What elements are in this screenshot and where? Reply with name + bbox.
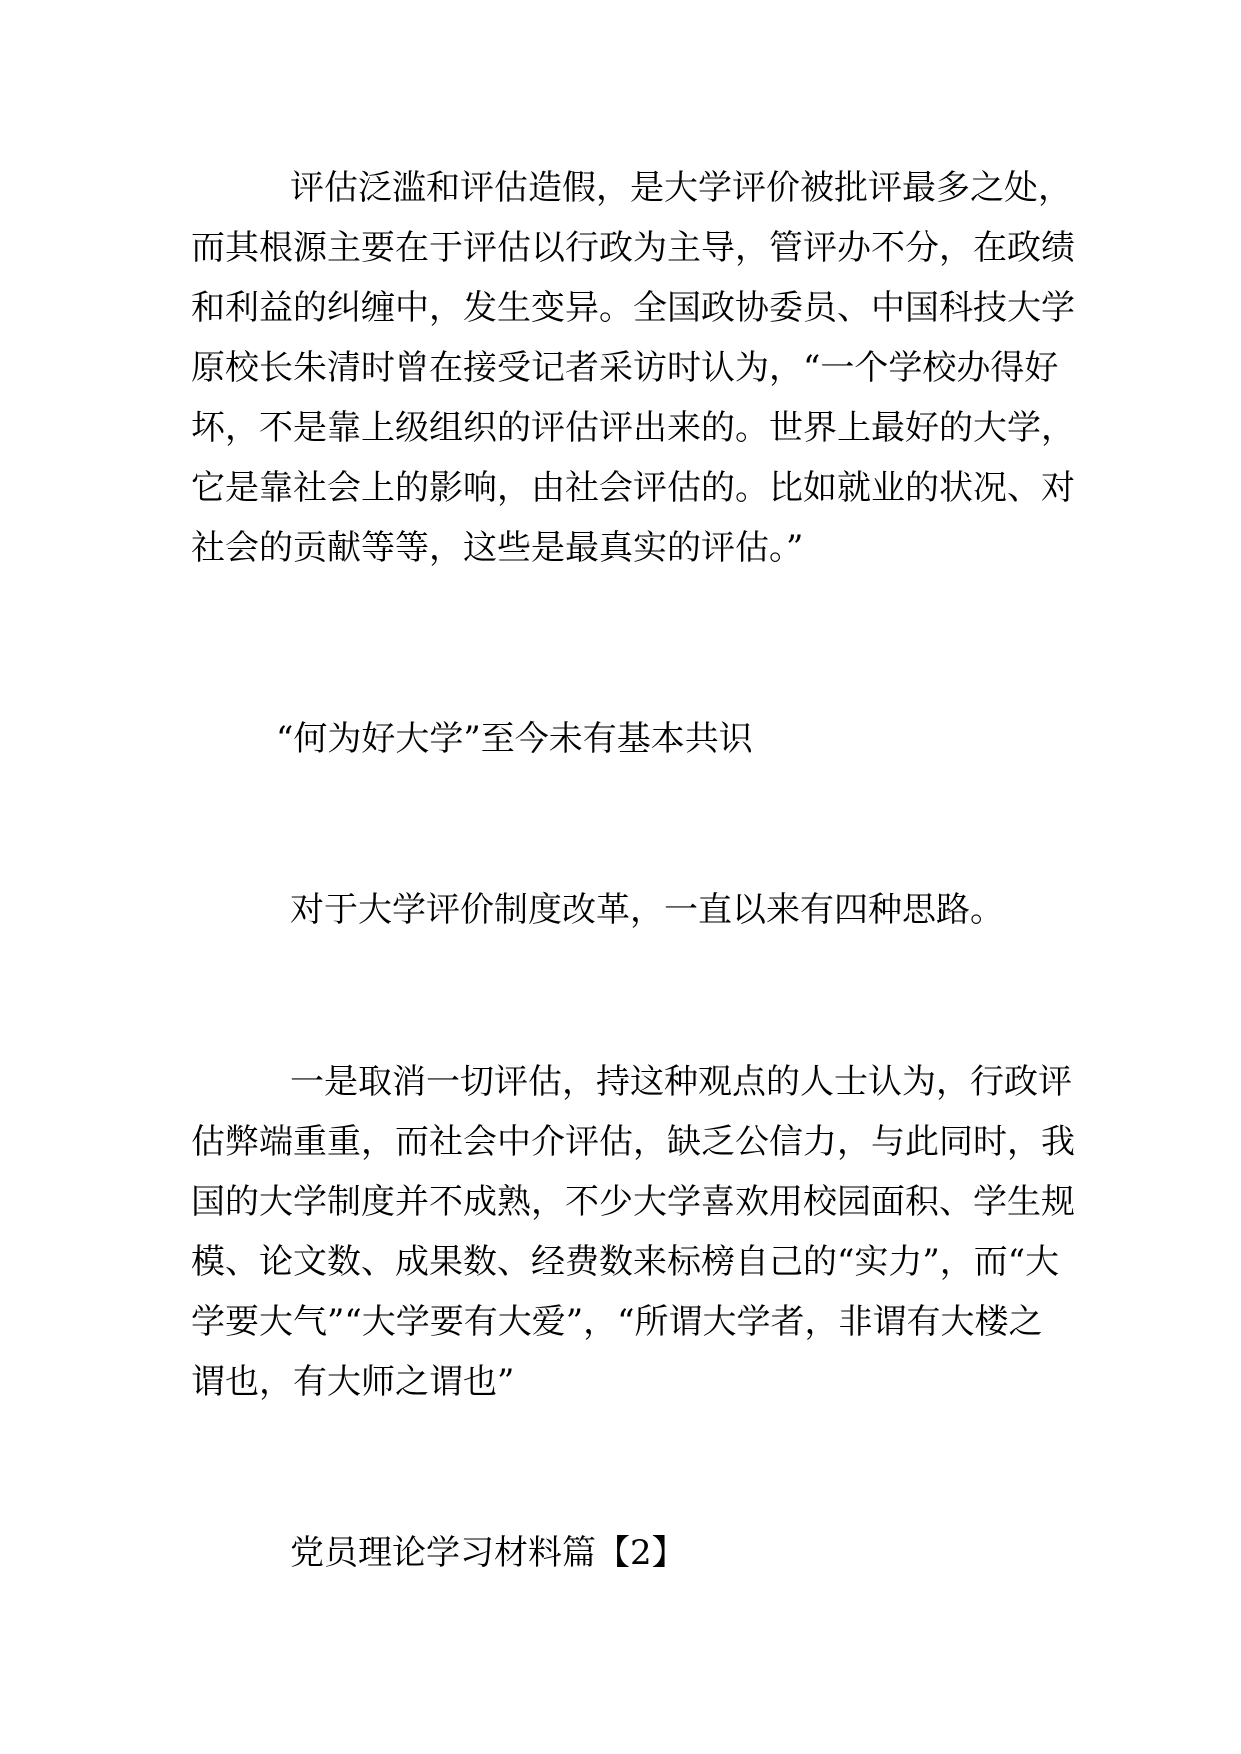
paragraph-3-line-4: 模、论文数、成果数、经费数来标榜自己的“实力”，而“大 [191,1242,1060,1282]
paragraph-3-line-2: 估弊端重重，而社会中介评估，缺乏公信力，与此同时，我 [191,1122,1075,1162]
paragraph-3-line-1: 一是取消一切评估，持这种观点的人士认为，行政评 [290,1062,1072,1102]
paragraph-3-line-5: 学要大气”“大学要有大爱”，“所谓大学者，非谓有大楼之 [191,1302,1043,1342]
paragraph-1-line-1: 评估泛滥和评估造假，是大学评价被批评最多之处， [290,168,1072,208]
paragraph-2-line-1: 对于大学评价制度改革，一直以来有四种思路。 [290,890,1004,930]
paragraph-1-line-7: 社会的贡献等等，这些是最真实的评估。” [191,528,804,568]
paragraph-1-line-6: 它是靠社会上的影响，由社会评估的。比如就业的状况、对 [191,468,1075,508]
section-heading: “何为好大学”至今未有基本共识 [276,719,753,759]
material-heading: 党员理论学习材料篇【2】 [290,1533,686,1573]
paragraph-1-line-5: 坏，不是靠上级组织的评估评出来的。世界上最好的大学， [191,408,1075,448]
paragraph-1-line-2: 而其根源主要在于评估以行政为主导，管评办不分，在政绩 [191,228,1075,268]
paragraph-3-line-6: 谓也，有大师之谓也” [191,1362,515,1402]
paragraph-1-line-4: 原校长朱清时曾在接受记者采访时认为，“一个学校办得好 [191,348,1059,388]
paragraph-3-line-3: 国的大学制度并不成熟，不少大学喜欢用校园面积、学生规 [191,1182,1075,1222]
paragraph-1-line-3: 和利益的纠缠中，发生变异。全国政协委员、中国科技大学 [191,288,1075,328]
